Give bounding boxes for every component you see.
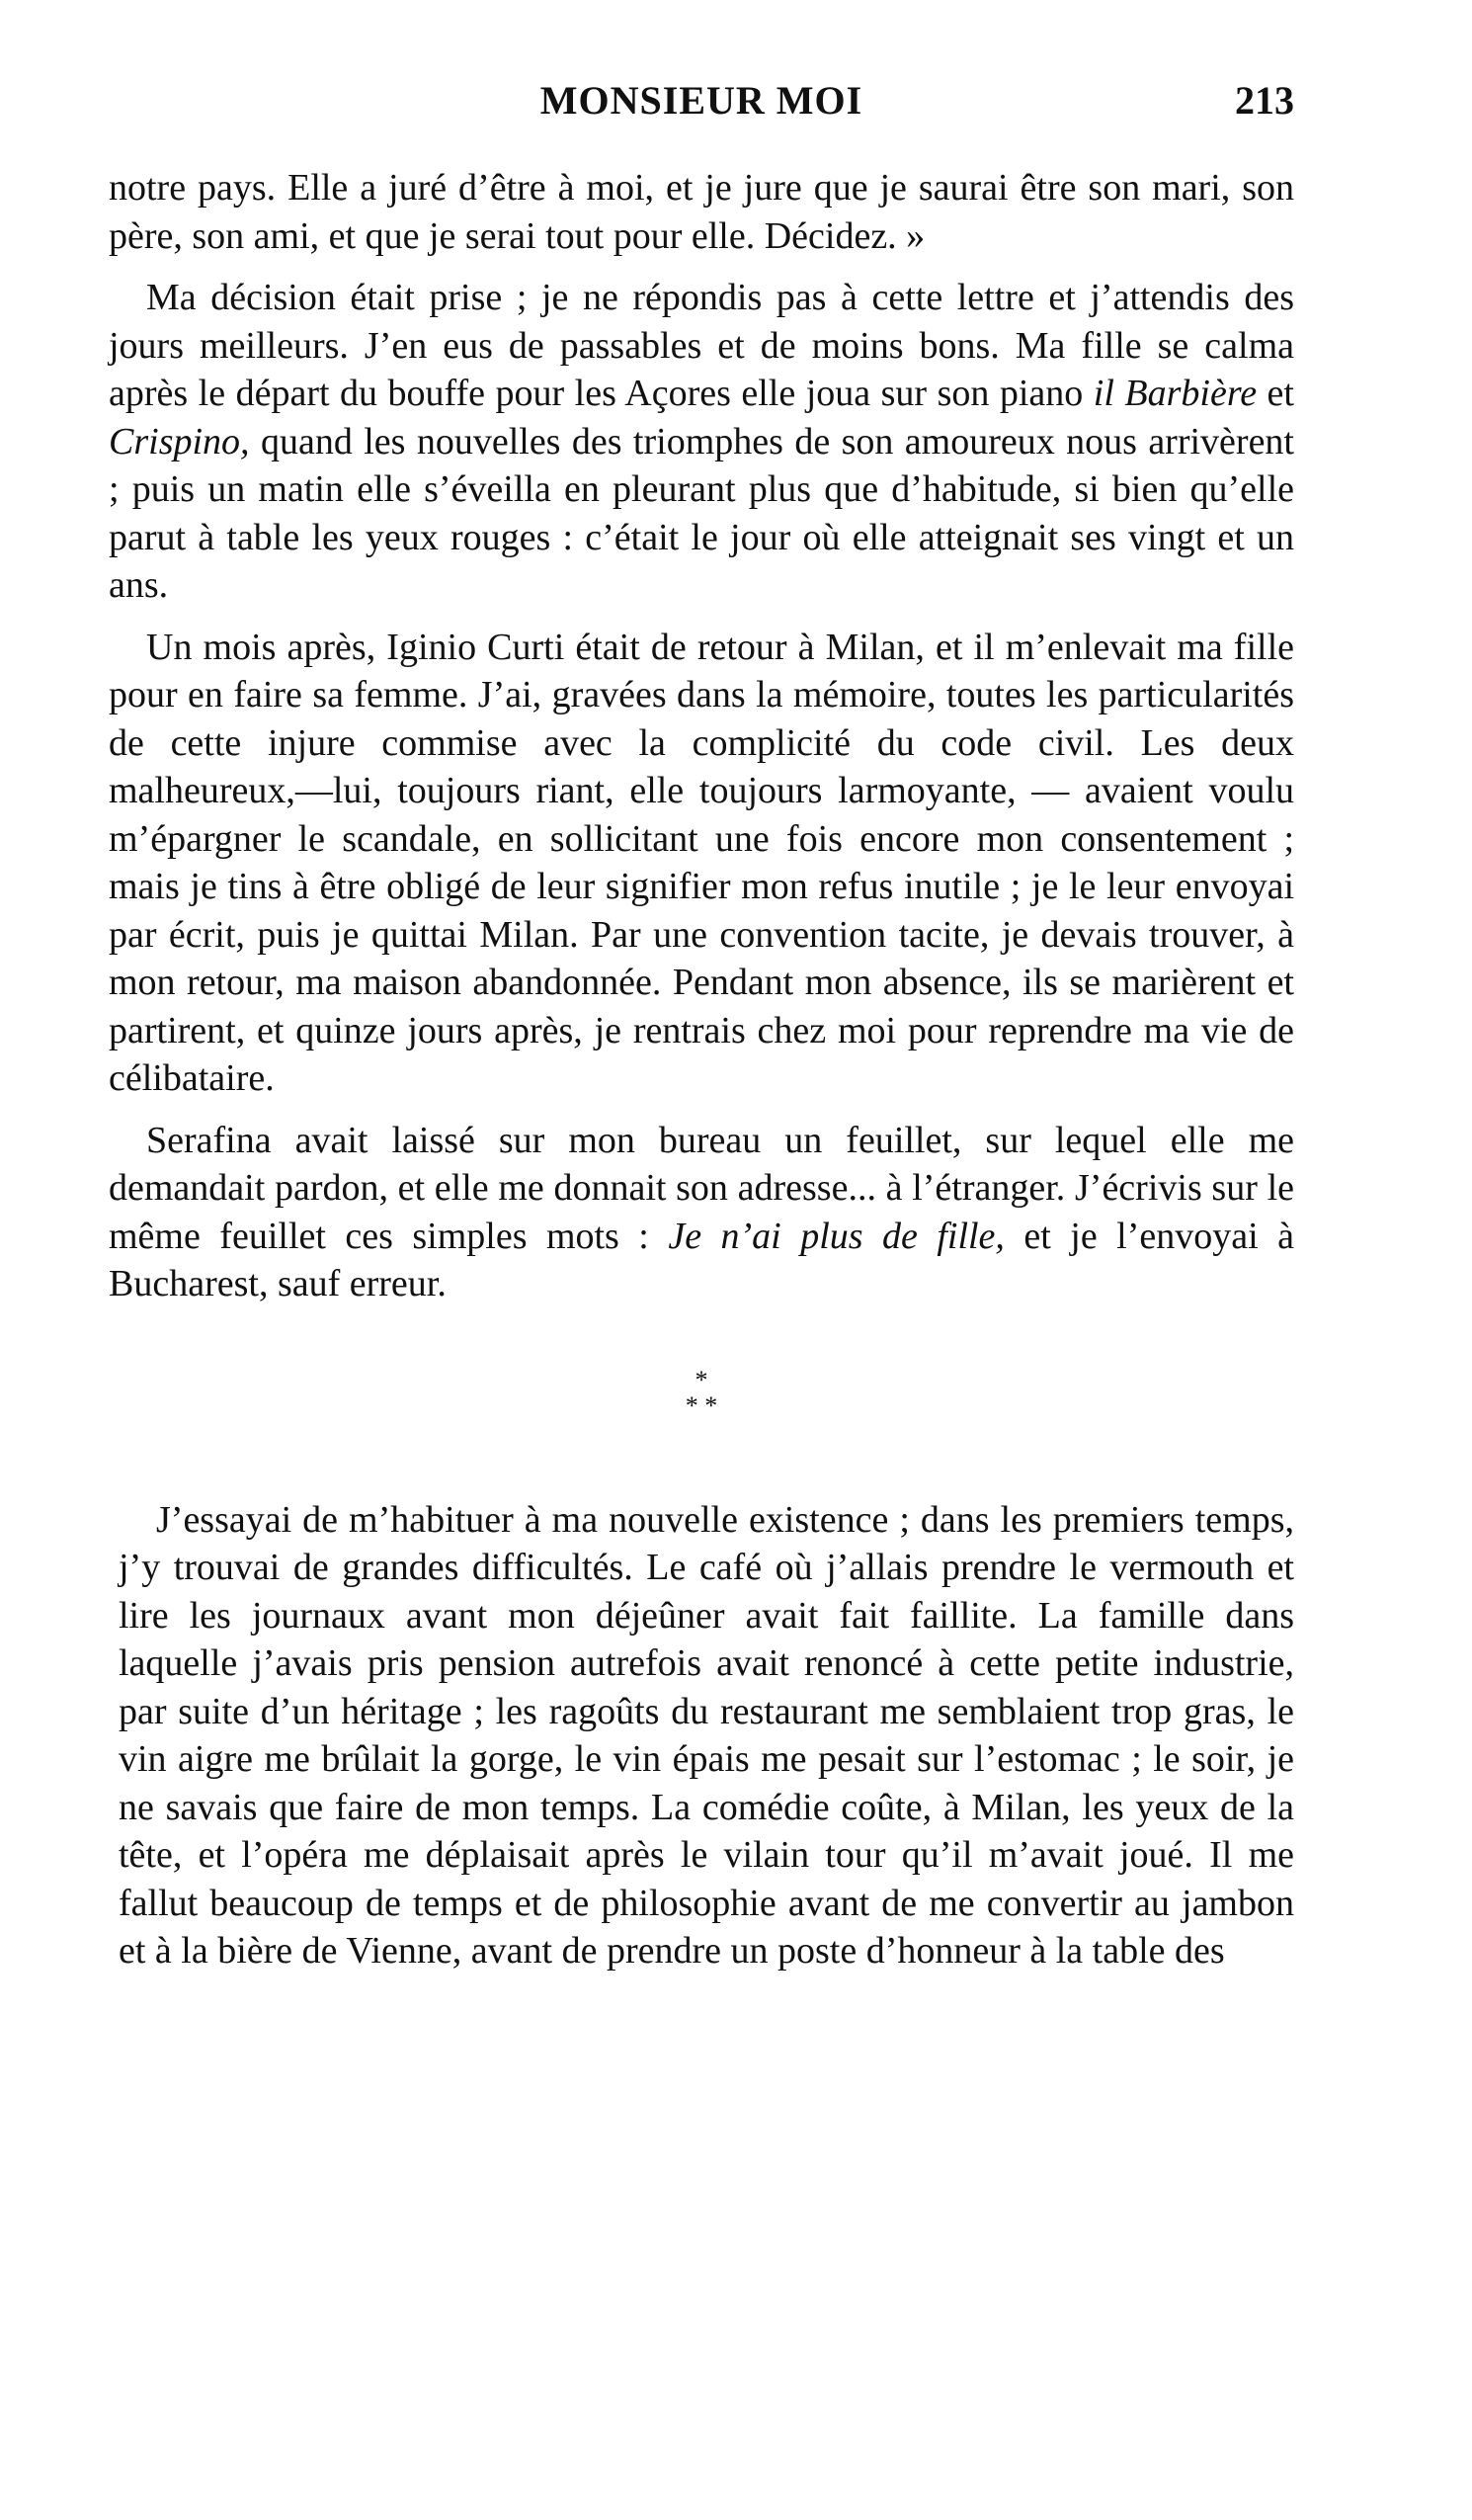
paragraph-4-italic-quote: Je n’ai plus de fille, — [668, 1215, 1005, 1257]
paragraph-2-italic-title-2: Crispino, — [109, 420, 250, 462]
separator-star-top: * — [695, 1365, 708, 1394]
paragraph-3: Un mois après, Iginio Curti était de retour à Milan, et il m’enlevait ma fille pour en faire sa femme. J’ai, gravées dans la mémoire, toutes les particularités de cette injure commise avec la complicité du code civil. Les deux malheureux,—lui, toujours riant, elle toujours larmoyante, — avaient voulu m’épargner le scandale, en sollicitant une fois encore mon consentement ; mais je tins à être obligé de leur signifier mon refus inutile ; je le leur envoyai par écrit, puis je quittai Milan. Par une convention tacite, je devais trouver, à mon retour, ma maison abandonnée. Pendant mon absence, ils se marièrent et partirent, et quinze jours après, je rentrais chez moi pour reprendre ma vie de célibataire. — [109, 626, 1294, 1099]
paragraph-2-text-b: et — [1257, 373, 1294, 414]
paragraph-4-text-b: et je l’envoyai à Bucharest, sauf erreur. — [109, 1215, 1294, 1304]
paragraph-4-text-a: Serafina avait laissé sur mon bureau un feuillet, sur lequel elle me demandait pardon, et elle me donnait son adresse... à l’étranger. J’écrivis sur le même feuillet ces simples mots : — [109, 1119, 1294, 1257]
book-page — [109, 77, 1294, 1989]
running-head — [109, 77, 1294, 136]
paragraph-5: J’essayai de m’habituer à ma nouvelle existence ; dans les premiers temps, j’y trouvai de grandes difficultés. Le café où j’allais prendre le vermouth et lire les journaux avant mon déjeûner avait fait faillite. La famille dans laquelle j’avais pris pension autrefois avait renoncé à cette petite industrie, par suite d’un héritage ; les ragoûts du restaurant me semblaient trop gras, le vin aigre me brûlait la gorge, le vin épais me pesait sur l’estomac ; le soir, je ne savais que faire de mon temps. La comédie coûte, à Milan, les yeux de la tête, et l’opéra me déplaisait après le vilain tour qu’il m’avait joué. Il me fallut beaucoup de temps et de philosophie avant de me convertir au jambon et à la bière de Vienne, avant de prendre un poste d’honneur à la table des — [119, 1498, 1294, 1972]
paragraph-2-text-c: quand les nouvelles des triomphes de son amoureux nous arrivèrent ; puis un matin elle s’éveilla en pleurant plus que d’habitude, si bien qu’elle parut à table les yeux rouges : c’était le jour où elle atteignait ses vingt et un ans. — [109, 420, 1294, 606]
paragraph-2-text-a: Ma décision était prise ; je ne répondis pas à cette lettre et j’attendis des jours meilleurs. J’en eus de passables et de moins bons. Ma fille se calma après le départ du bouffe pour les Açores elle joua sur son piano — [109, 277, 1294, 414]
paragraph-2-italic-title-1: il Barbière — [1093, 373, 1258, 414]
paragraph-4 — [109, 1117, 1294, 1308]
section-separator — [109, 1365, 1294, 1420]
page-number: 213 — [1235, 78, 1294, 123]
paragraph-2 — [109, 274, 1294, 610]
running-title: MONSIEUR MOI — [539, 78, 863, 123]
separator-stars-bottom: * * — [685, 1390, 718, 1420]
paragraph-1: notre pays. Elle a juré d’être à moi, et je jure que je saurai être son mari, son père, son ami, et que je serai tout pour elle. Décidez. » — [109, 167, 1294, 257]
